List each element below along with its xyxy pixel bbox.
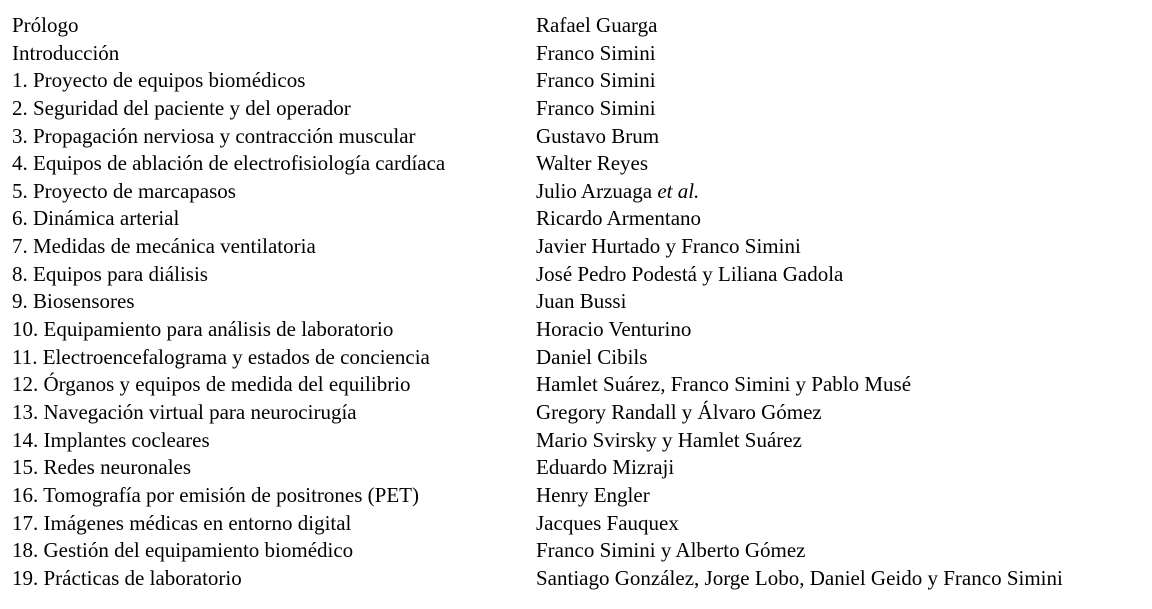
- toc-entry-title: Introducción: [12, 40, 120, 65]
- toc-entry-author: [536, 123, 659, 151]
- toc-entry-title: 6. Dinámica arterial: [12, 206, 180, 231]
- toc-entry-author: [536, 344, 647, 372]
- toc-entry: [12, 40, 1063, 68]
- toc-entry-title: 18. Gestión del equipamiento biomédico: [12, 538, 354, 563]
- toc-entry: [12, 427, 1063, 455]
- toc-entry-author-name: Hamlet Suárez, Franco Simini y Pablo Musé: [536, 372, 912, 397]
- toc-entry-author-name: Rafael Guarga: [536, 13, 658, 37]
- toc-entry-title: 1. Proyecto de equipos biomédicos: [12, 68, 306, 93]
- toc-entry-author: [536, 40, 656, 68]
- toc-entry-title: Prólogo: [12, 13, 79, 37]
- toc-entry-title: 11. Electroencefalograma y estados de conciencia: [12, 344, 430, 369]
- toc-entry: [12, 67, 1063, 95]
- toc-entry-author-name: Franco Simini: [536, 40, 656, 65]
- toc-entry: [12, 178, 1063, 206]
- toc-entry: [12, 565, 1063, 593]
- toc-entry-author: [536, 67, 656, 95]
- toc-entry-author-name: Ricardo Armentano: [536, 206, 702, 231]
- toc-entry-author: [536, 537, 805, 565]
- toc-entry-title: 8. Equipos para diálisis: [12, 261, 208, 286]
- toc-entry-author: [536, 233, 801, 261]
- toc-entry-author-name: Eduardo Mizraji: [536, 455, 675, 480]
- toc-entry-author: [536, 565, 1063, 593]
- toc-entry-title: 12. Órganos y equipos de medida del equilibrio: [12, 372, 411, 397]
- toc-entry-author-etal: et al.: [657, 178, 700, 203]
- toc-entry-title: 3. Propagación nerviosa y contracción muscular: [12, 123, 416, 148]
- toc-entry-author-name: Julio Arzuaga: [536, 178, 653, 203]
- toc-entry-author: [536, 150, 648, 178]
- toc-entry-author-name: Mario Svirsky y Hamlet Suárez: [536, 427, 802, 452]
- toc-entry-title: 15. Redes neuronales: [12, 455, 192, 480]
- toc-entry-author: [536, 482, 650, 510]
- toc-entry-author: [536, 261, 843, 289]
- toc-entry: [12, 344, 1063, 372]
- toc-entry-author-name: Horacio Venturino: [536, 317, 692, 342]
- toc-entry-author: [536, 454, 674, 482]
- toc-entry: [12, 288, 1063, 316]
- toc-entry: [12, 150, 1063, 178]
- toc-entry: [12, 261, 1063, 289]
- toc-entry-author: [536, 399, 822, 427]
- toc-entry: [12, 399, 1063, 427]
- toc-entry-title: 9. Biosensores: [12, 289, 135, 314]
- toc-entry-author-name: Walter Reyes: [536, 151, 649, 176]
- table-of-contents: [12, 12, 1063, 592]
- toc-entry: [12, 316, 1063, 344]
- toc-entry-author-name: Franco Simini y Alberto Gómez: [536, 538, 806, 563]
- toc-entry-author-name: Franco Simini: [536, 68, 656, 93]
- toc-entry-author: [536, 12, 657, 40]
- toc-entry-author-name: José Pedro Podestá y Liliana Gadola: [536, 261, 844, 286]
- toc-entry: [12, 12, 1063, 40]
- toc-entry-title: 17. Imágenes médicas en entorno digital: [12, 510, 352, 535]
- toc-entry-author-name: Javier Hurtado y Franco Simini: [536, 234, 801, 259]
- toc-entry-author-name: Juan Bussi: [536, 289, 627, 314]
- toc-entry-author-name: Gustavo Brum: [536, 123, 660, 148]
- toc-entry-author: [536, 205, 701, 233]
- toc-entry: [12, 371, 1063, 399]
- toc-entry-author: [536, 316, 691, 344]
- toc-entry-author: [536, 288, 626, 316]
- toc-entry-title: 5. Proyecto de marcapasos: [12, 178, 236, 203]
- toc-entry-author-name: Jacques Fauquex: [536, 510, 679, 535]
- toc-entry: [12, 482, 1063, 510]
- toc-entry-author: [536, 95, 656, 123]
- toc-entry-title: 7. Medidas de mecánica ventilatoria: [12, 234, 316, 259]
- toc-entry: [12, 454, 1063, 482]
- toc-entry-author-name: Henry Engler: [536, 482, 650, 507]
- toc-entry-author-name: Santiago González, Jorge Lobo, Daniel Geido y Franco Simini: [536, 565, 1063, 590]
- toc-entry-author-name: Franco Simini: [536, 95, 656, 120]
- toc-entry-title: 2. Seguridad del paciente y del operador: [12, 95, 351, 120]
- toc-entry-title: 19. Prácticas de laboratorio: [12, 565, 242, 590]
- toc-entry-author-name: Daniel Cibils: [536, 344, 648, 369]
- toc-entry-title: 16. Tomografía por emisión de positrones (PET): [12, 482, 419, 507]
- toc-entry-title: 13. Navegación virtual para neurocirugía: [12, 399, 357, 424]
- toc-entry-title: 10. Equipamiento para análisis de laboratorio: [12, 317, 394, 342]
- toc-entry-author: [536, 427, 802, 455]
- toc-entry: [12, 95, 1063, 123]
- toc-entry-author: [536, 510, 679, 538]
- toc-entry: [12, 537, 1063, 565]
- toc-entry: [12, 510, 1063, 538]
- toc-entry: [12, 123, 1063, 151]
- toc-entry-author: [536, 371, 911, 399]
- toc-entry-author-name: Gregory Randall y Álvaro Gómez: [536, 399, 822, 424]
- toc-entry-author: [536, 178, 699, 206]
- toc-entry-title: 14. Implantes cocleares: [12, 427, 210, 452]
- toc-entry: [12, 205, 1063, 233]
- toc-entry-title: 4. Equipos de ablación de electrofisiología cardíaca: [12, 151, 446, 176]
- toc-entry: [12, 233, 1063, 261]
